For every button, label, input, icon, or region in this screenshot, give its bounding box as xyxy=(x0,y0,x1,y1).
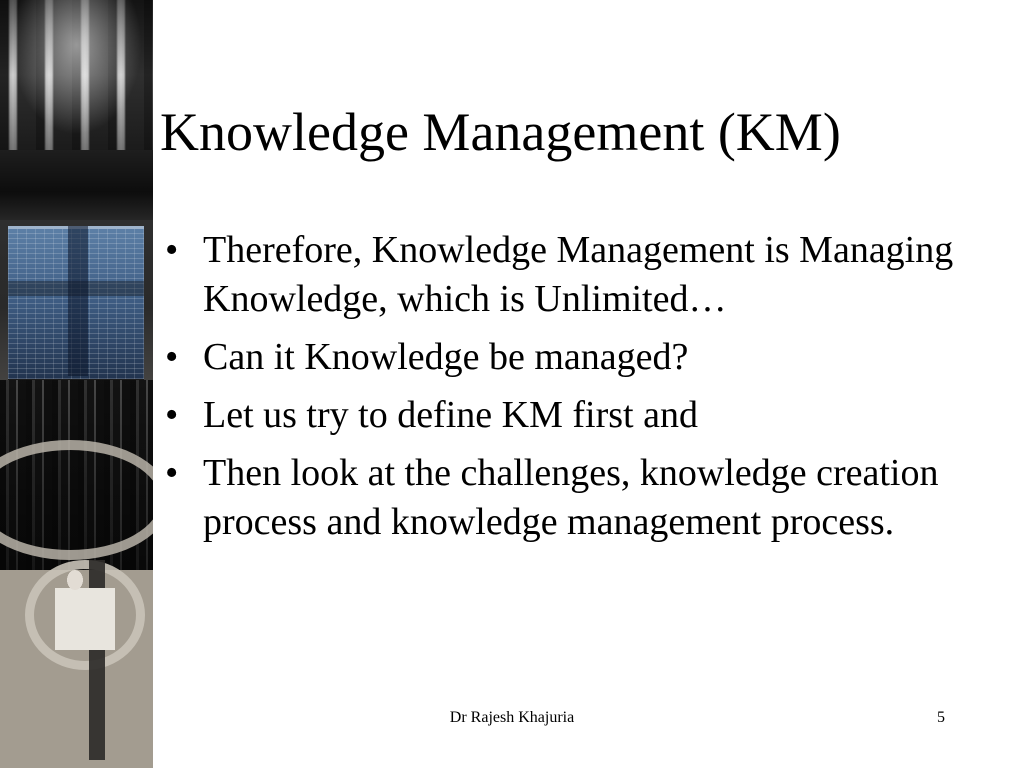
bullet-marker: • xyxy=(165,452,179,494)
bullet-marker: • xyxy=(165,229,179,271)
bullet-item xyxy=(165,449,965,547)
bullet-marker: • xyxy=(165,394,179,436)
stock-ticker-panels xyxy=(8,226,144,376)
bullet-item xyxy=(165,226,965,324)
traders xyxy=(55,560,115,760)
bullet-item xyxy=(165,391,965,440)
bullet-text: Let us try to define KM first and xyxy=(203,394,698,436)
footer-author: Dr Rajesh Khajuria xyxy=(449,709,575,726)
slide-title: Knowledge Management (KM) xyxy=(160,102,841,162)
bullet-text: Therefore, Knowledge Management is Managing Knowledge, which is Unlimited… xyxy=(203,229,954,320)
bullet-text: Can it Knowledge be managed? xyxy=(203,336,689,378)
trading-floor-photo xyxy=(0,0,153,768)
bullet-text: Then look at the challenges, knowledge creation process and knowledge management process. xyxy=(203,452,939,543)
circular-desk xyxy=(0,440,153,560)
bullet-list xyxy=(165,226,965,556)
ceiling-band xyxy=(0,150,153,220)
ceiling-shine xyxy=(0,0,153,150)
bullet-item xyxy=(165,333,965,382)
page-number: 5 xyxy=(937,709,945,726)
bullet-marker: • xyxy=(165,336,179,378)
